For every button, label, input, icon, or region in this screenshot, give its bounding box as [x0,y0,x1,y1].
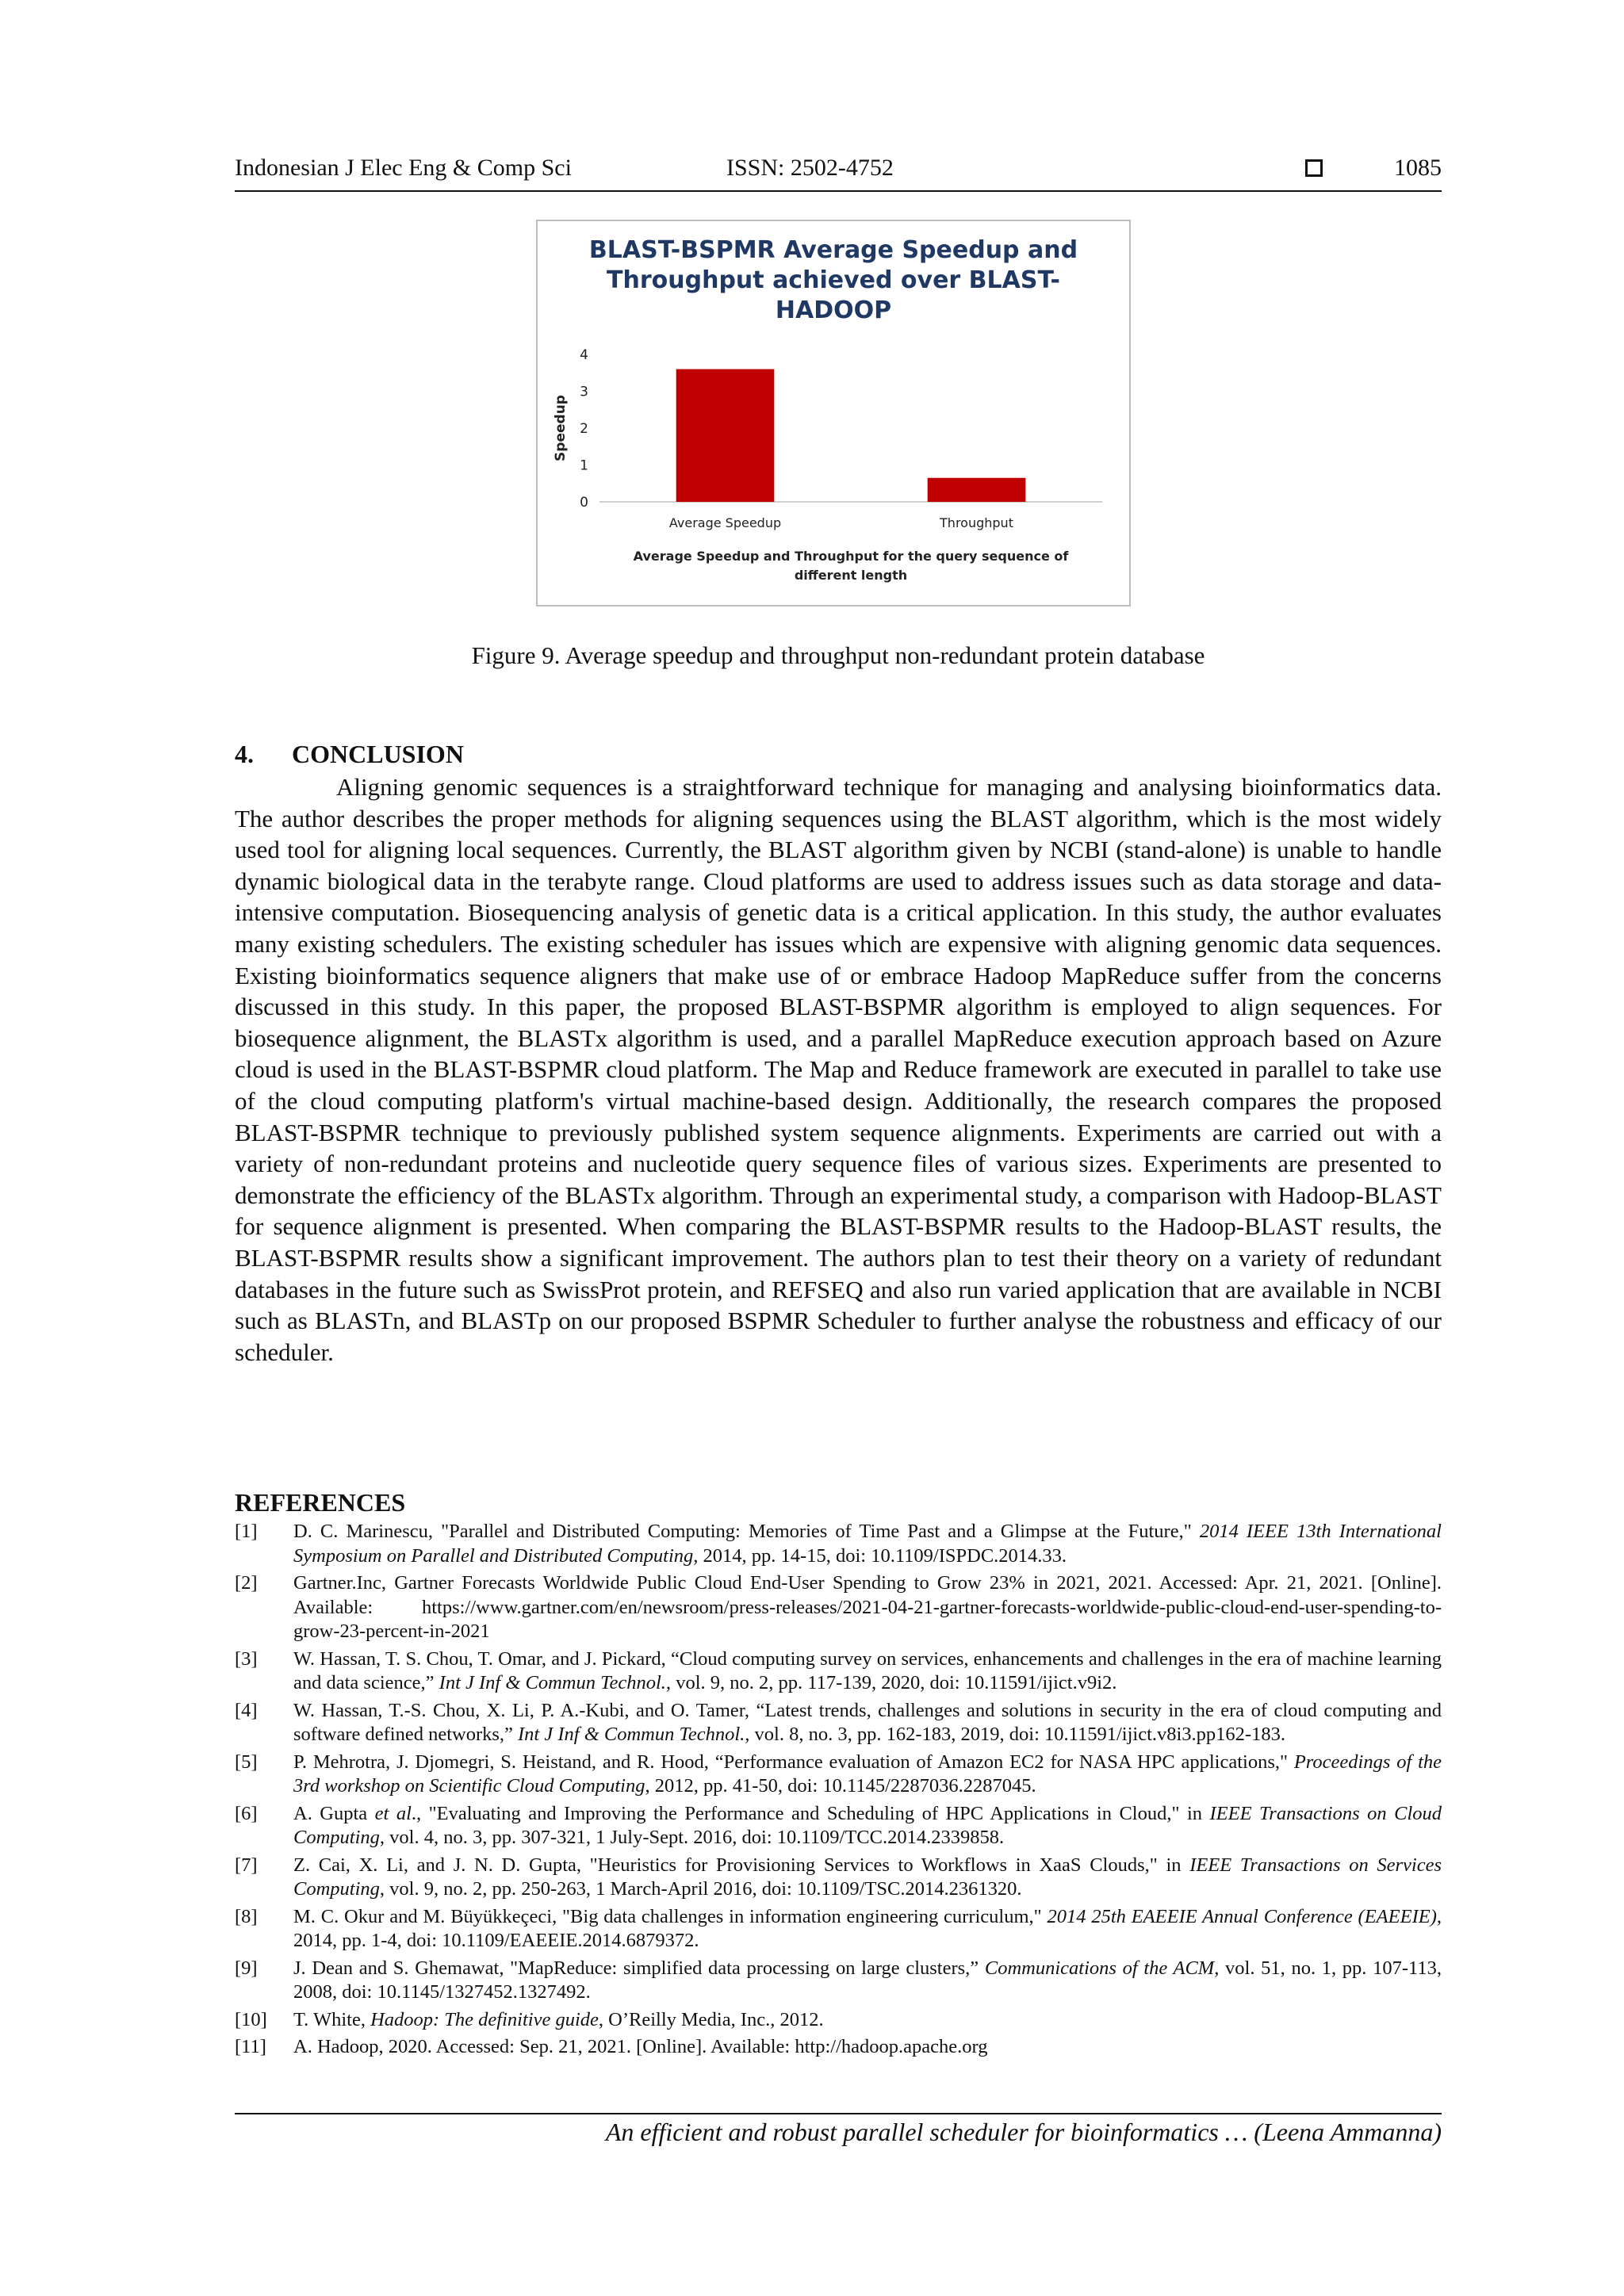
reference-text: W. Hassan, T. S. Chou, T. Omar, and J. Pickard, “Cloud computing survey on services, enhancements and challenges in the era of machine learning and data science,” Int J Inf & Commun Technol., vol. 9, no. 2, pp. 117-139, 2020, doi: 10.11591/ijict.v9i2. [293,1647,1442,1693]
bar-chart [538,221,1129,605]
y-tick-label: 4 [580,347,588,363]
conclusion-paragraph: Aligning genomic sequences is a straightforward technique for managing and analysing bioinformatics data. The author describes the proper methods for aligning sequences using the BLAST algorithm, which is the most widely used tool for aligning local sequences. Currently, the BLAST algorithm given by NCBI (stand-alone) is unable to handle dynamic biological data in the terabyte range. Cloud platforms are used to address issues such as data storage and data-intensive computation. Biosequencing analysis of genetic data is a critical application. In this study, the author evaluates many existing schedulers. The existing scheduler has issues which are expensive with aligning genomic data sequences. Existing bioinformatics sequence aligners that make use of or embrace Hadoop MapReduce suffer from the concerns discussed in this study. In this paper, the proposed BLAST-BSPMR algorithm is employed to align sequences. For biosequence alignment, the BLASTx algorithm is used, and a parallel MapReduce execution approach based on Azure cloud is used in the BLAST-BSPMR cloud platform. The Map and Reduce framework are executed in parallel to take use of the cloud computing platform's virtual machine-based design. Additionally, the research compares the proposed BLAST-BSPMR technique to previously published system sequence alignments. Experiments are carried out with a variety of non-redundant proteins and nucleotide query sequence files of various sizes. Experiments are presented to demonstrate the efficiency of the BLASTx algorithm. Through an experimental study, a comparison with Hadoop-BLAST for sequence alignment is presented. When comparing the BLAST-BSPMR results to the Hadoop-BLAST results, the BLAST-BSPMR results show a significant improvement. The authors plan to test their theory on a variety of redundant databases in the future such as SwissProt protein, and REFSEQ and also run varied application that are available in NCBI such as BLASTn, and BLASTp on our proposed BSPMR Scheduler to further analyse the robustness and efficacy of our scheduler. [235,773,1442,1366]
header-rule [235,190,1442,192]
journal-name: Indonesian J Elec Eng & Comp Sci [235,155,572,181]
reference-item [235,1854,1442,1902]
reference-number: [7] [235,1854,258,1876]
issn: ISSN: 2502-4752 [726,155,894,181]
reference-item [235,2035,1442,2060]
section-number: 4. [235,740,254,768]
reference-text: M. C. Okur and M. Büyükkeçeci, "Big data challenges in information engineering curriculum," 2014 25th EAEEIE Annual Conference (EAEEIE), 2014, pp. 1-4, doi: 10.1109/EAEEIE.2014.6879372. [293,1905,1442,1951]
reference-number: [10] [235,2008,267,2030]
reference-number: [4] [235,1699,258,1721]
page-number: 1085 [1394,155,1442,181]
square-bullet-icon [1305,159,1323,177]
y-axis-label: Speedup [553,395,569,461]
reference-text: T. White, Hadoop: The definitive guide, O’Reilly Media, Inc., 2012. [293,2008,824,2030]
reference-number: [6] [235,1802,258,1824]
reference-item [235,1957,1442,2005]
y-tick-label: 0 [580,495,588,511]
reference-text: J. Dean and S. Ghemawat, "MapReduce: simplified data processing on large clusters,” Communications of the ACM, vol. 51, no. 1, pp. 107-113, 2008, doi: 10.1145/1327452.1327492. [293,1957,1442,2003]
reference-number: [3] [235,1647,258,1670]
reference-number: [2] [235,1572,258,1594]
running-footer: An efficient and robust parallel scheduler for bioinformatics … (Leena Ammanna) [605,2118,1442,2146]
y-tick-label: 2 [580,421,588,437]
reference-text: A. Hadoop, 2020. Accessed: Sep. 21, 2021. [Online]. Available: http://hadoop.apache.org [293,2036,988,2057]
reference-text: W. Hassan, T.-S. Chou, X. Li, P. A.-Kubi, and O. Tamer, “Latest trends, challenges and solutions in security in the era of cloud computing and software defined networks,” Int J Inf & Commun Technol., vol. 8, no. 3, pp. 162-183, 2019, doi: 10.11591/ijict.v8i3.pp162-183. [293,1699,1442,1745]
reference-number: [1] [235,1521,258,1542]
reference-text: D. C. Marinescu, "Parallel and Distributed Computing: Memories of Time Past and a Glimpse at the Future," 2014 IEEE 13th International Symposium on Parallel and Distributed Computing, 2014, pp. 14-15, doi: 10.1109/ISPDC.2014.33. [293,1521,1442,1567]
section-heading [235,740,464,769]
reference-number: [11] [235,2036,266,2057]
footer-rule [235,2113,1442,2114]
y-tick-label: 1 [580,457,588,474]
reference-number: [5] [235,1751,258,1773]
reference-text: Z. Cai, X. Li, and J. N. D. Gupta, "Heuristics for Provisioning Services to Workflows in XaaS Clouds," in IEEE Transactions on Services Computing, vol. 9, no. 2, pp. 250-263, 1 March-April 2016, doi: 10.1109/TSC.2014.2361320. [293,1854,1442,1900]
references-list [235,1520,1442,2063]
x-axis-label-line: Average Speedup and Throughput for the query sequence of [633,549,1069,564]
chart-title-line: Throughput achieved over BLAST- [607,266,1060,294]
figure-9 [536,220,1131,607]
x-axis-label-line: different length [794,568,908,583]
reference-text: Gartner.Inc, Gartner Forecasts Worldwide Public Cloud End-User Spending to Grow 23% in 2021, 2021. Accessed: Apr. 21, 2021. [Online]. Available: https://www.gartner.com/en/newsroom/press-releases/2021-04-21-gartner-forecasts-worldwide-public-cloud-end-user-spending-to-grow-23-percent-in-2021 [293,1572,1442,1642]
reference-item [235,1905,1442,1954]
reference-item [235,1699,1442,1747]
y-tick-label: 3 [580,384,588,400]
reference-item [235,1520,1442,1568]
page-header [235,155,1442,191]
reference-item [235,1647,1442,1696]
reference-item [235,2008,1442,2033]
bar-2 [928,478,1026,502]
section-title: CONCLUSION [292,740,464,768]
x-tick-label: Average Speedup [668,515,782,530]
reference-text: A. Gupta et al., "Evaluating and Improving the Performance and Scheduling of HPC Applications in Cloud," in IEEE Transactions on Cloud Computing, vol. 4, no. 3, pp. 307-321, 1 July-Sept. 2016, doi: 10.1109/TCC.2014.2339858. [293,1802,1442,1848]
reference-item [235,1571,1442,1644]
reference-number: [9] [235,1957,258,1979]
reference-item [235,1751,1442,1799]
figure-caption: Figure 9. Average speedup and throughput non-redundant protein database [471,641,1205,669]
chart-title-line: BLAST-BSPMR Average Speedup and [588,236,1078,264]
chart-title-line: HADOOP [775,297,892,324]
reference-text: P. Mehrotra, J. Djomegri, S. Heistand, and R. Hood, “Performance evaluation of Amazon EC2 for NASA HPC applications," Proceedings of the 3rd workshop on Scientific Cloud Computing, 2012, pp. 41-50, doi: 10.1145/2287036.2287045. [293,1751,1442,1797]
reference-item [235,1802,1442,1850]
references-heading: REFERENCES [235,1488,406,1517]
reference-number: [8] [235,1905,258,1927]
bar-1 [676,369,775,502]
x-tick-label: Throughput [940,515,1013,530]
